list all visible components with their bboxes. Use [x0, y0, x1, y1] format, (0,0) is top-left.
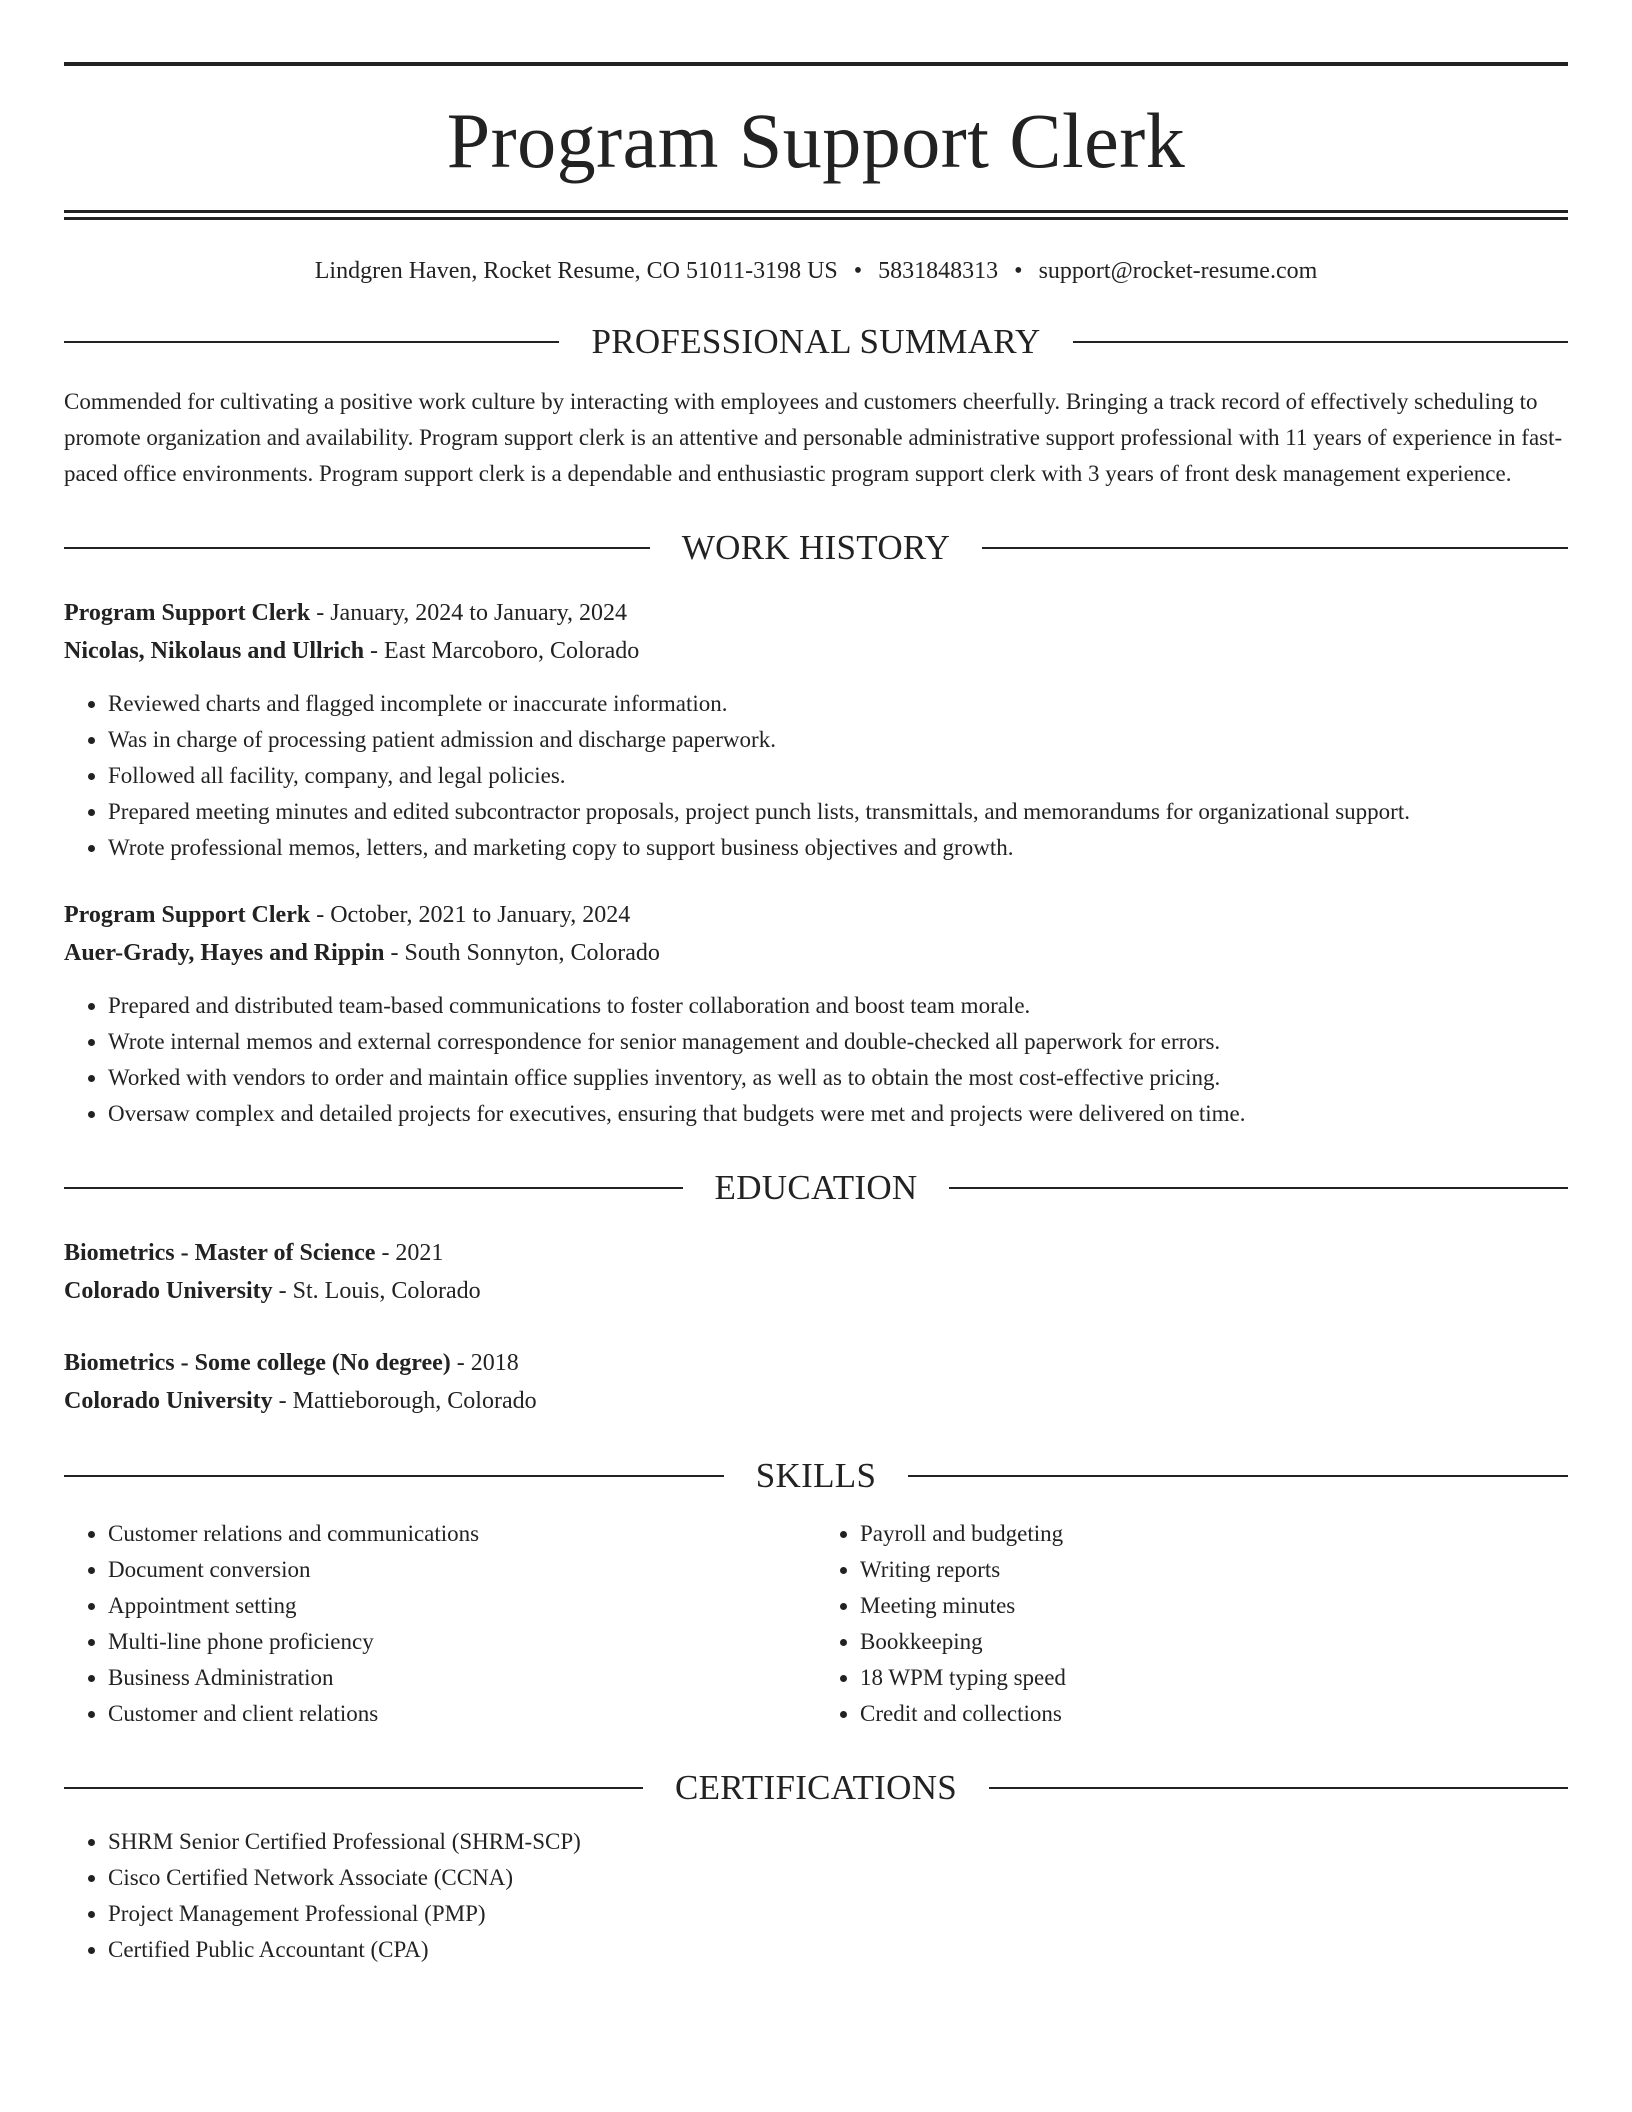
section-rule-right: [982, 547, 1568, 549]
list-item: • Worked with vendors to order and maintain office supplies inventory, as well as to obtain the most cost-effective pricing.: [108, 1060, 1568, 1096]
job-company-line: [64, 934, 1568, 972]
list-item: • Multi-line phone proficiency: [108, 1624, 816, 1660]
job-title-line: [64, 594, 1568, 632]
education-school-line: [64, 1272, 1568, 1310]
education-location: - St. Louis, Colorado: [272, 1278, 481, 1304]
education-degree: Biometrics - Master of Science: [64, 1240, 376, 1266]
skills-right-column: [816, 1516, 1568, 1732]
section-title: WORK HISTORY: [681, 528, 951, 567]
contact-separator: •: [1014, 258, 1023, 284]
list-item: • Bookkeeping: [860, 1624, 1568, 1660]
list-item: • Appointment setting: [108, 1588, 816, 1624]
section-rule-right: [989, 1787, 1568, 1789]
contact-separator: •: [853, 258, 863, 284]
list-item: • Oversaw complex and detailed projects for executives, ensuring that budgets were met and projects were delivered on time.: [108, 1096, 1568, 1132]
section-title: CERTIFICATIONS: [674, 1768, 958, 1807]
job-entry: [64, 896, 1568, 1132]
skills-left-column: [64, 1516, 816, 1732]
list-item: • Customer and client relations: [108, 1696, 816, 1732]
section-rule-left: [64, 341, 559, 343]
header-double-rule: [64, 210, 1568, 220]
section-rule-right: [949, 1187, 1568, 1189]
list-item: • Meeting minutes: [860, 1588, 1568, 1624]
job-title-line: [64, 896, 1568, 934]
job-role: Program Support Clerk: [64, 902, 311, 928]
section-rule-right: [1073, 341, 1568, 343]
contact-email: support@rocket-resume.com: [1038, 258, 1318, 284]
resume-name: Program Support Clerk: [446, 97, 1186, 184]
list-item: • Business Administration: [108, 1660, 816, 1696]
education-degree-line: [64, 1234, 1568, 1272]
section-header-skills: [64, 1456, 1568, 1496]
section-rule-left: [64, 1475, 724, 1477]
section-rule-left: [64, 1187, 683, 1189]
list-item: • Customer relations and communications: [108, 1516, 816, 1552]
section-header-work-history: [64, 528, 1568, 568]
list-item: • Prepared meeting minutes and edited subcontractor proposals, project punch lists, transmittals, and memorandums for organizational support.: [108, 794, 1568, 830]
list-item: • Writing reports: [860, 1552, 1568, 1588]
section-rule-right: [908, 1475, 1568, 1477]
job-company: Auer-Grady, Hayes and Rippin: [64, 940, 385, 966]
section-header-certifications: [64, 1768, 1568, 1808]
education-year: - 2021: [375, 1240, 444, 1266]
list-item: • Document conversion: [108, 1552, 816, 1588]
education-school: Colorado University: [64, 1388, 273, 1414]
education-degree-line: [64, 1344, 1568, 1382]
education-location: - Mattieborough, Colorado: [272, 1388, 537, 1414]
section-header-education: [64, 1168, 1568, 1208]
summary-text: Commended for cultivating a positive work culture by interacting with employees and customers cheerfully. Bringing a track record of effectively scheduling to promote organization and availability. Program support clerk is an attentive and personable administrative support professional with 11 years of experience in fast-paced office environments. Program support clerk is a dependable and enthusiastic program support clerk with 3 years of front desk management experience.: [64, 389, 1563, 486]
contact-phone: 5831848313: [878, 258, 999, 284]
list-item: • Reviewed charts and flagged incomplete or inaccurate information.: [108, 686, 1568, 722]
education-degree: Biometrics - Some college (No degree): [64, 1350, 451, 1376]
list-item: • Wrote internal memos and external correspondence for senior management and double-checked all paperwork for errors.: [108, 1024, 1568, 1060]
section-title: PROFESSIONAL SUMMARY: [591, 322, 1041, 361]
section-rule-left: [64, 1787, 643, 1789]
top-rule: [64, 62, 1568, 66]
list-item: • Wrote professional memos, letters, and marketing copy to support business objectives and growth.: [108, 830, 1568, 866]
list-item: • Project Management Professional (PMP): [108, 1896, 1568, 1932]
section-title: SKILLS: [755, 1456, 877, 1495]
job-bullets: [64, 988, 1568, 1132]
contact-address: Lindgren Haven, Rocket Resume, CO 51011-3198 US: [314, 258, 838, 284]
list-item: • 18 WPM typing speed: [860, 1660, 1568, 1696]
list-item: • Credit and collections: [860, 1696, 1568, 1732]
education-entry: [64, 1344, 1568, 1420]
contact-line: [64, 256, 1568, 286]
job-dates: - October, 2021 to January, 2024: [310, 902, 631, 928]
list-item: • Prepared and distributed team-based communications to foster collaboration and boost team morale.: [108, 988, 1568, 1024]
list-item: • Followed all facility, company, and legal policies.: [108, 758, 1568, 794]
section-title: EDUCATION: [714, 1168, 918, 1207]
job-role: Program Support Clerk: [64, 600, 311, 626]
education-school-line: [64, 1382, 1568, 1420]
education-school: Colorado University: [64, 1278, 273, 1304]
skills-columns: [64, 1516, 1568, 1732]
job-dates: - January, 2024 to January, 2024: [310, 600, 628, 626]
certifications-list: [64, 1824, 1568, 1968]
section-rule-left: [64, 547, 650, 549]
list-item: • Payroll and budgeting: [860, 1516, 1568, 1552]
list-item: • Cisco Certified Network Associate (CCNA): [108, 1860, 1568, 1896]
education-entry: [64, 1234, 1568, 1310]
education-year: - 2018: [450, 1350, 519, 1376]
list-item: • Was in charge of processing patient admission and discharge paperwork.: [108, 722, 1568, 758]
job-entry: [64, 594, 1568, 866]
job-company-line: [64, 632, 1568, 670]
list-item: • Certified Public Accountant (CPA): [108, 1932, 1568, 1968]
section-header-summary: [64, 322, 1568, 362]
list-item: • SHRM Senior Certified Professional (SHRM-SCP): [108, 1824, 1568, 1860]
job-company: Nicolas, Nikolaus and Ullrich: [64, 638, 365, 664]
job-bullets: [64, 686, 1568, 866]
job-location: - East Marcoboro, Colorado: [364, 638, 640, 664]
job-location: - South Sonnyton, Colorado: [384, 940, 660, 966]
